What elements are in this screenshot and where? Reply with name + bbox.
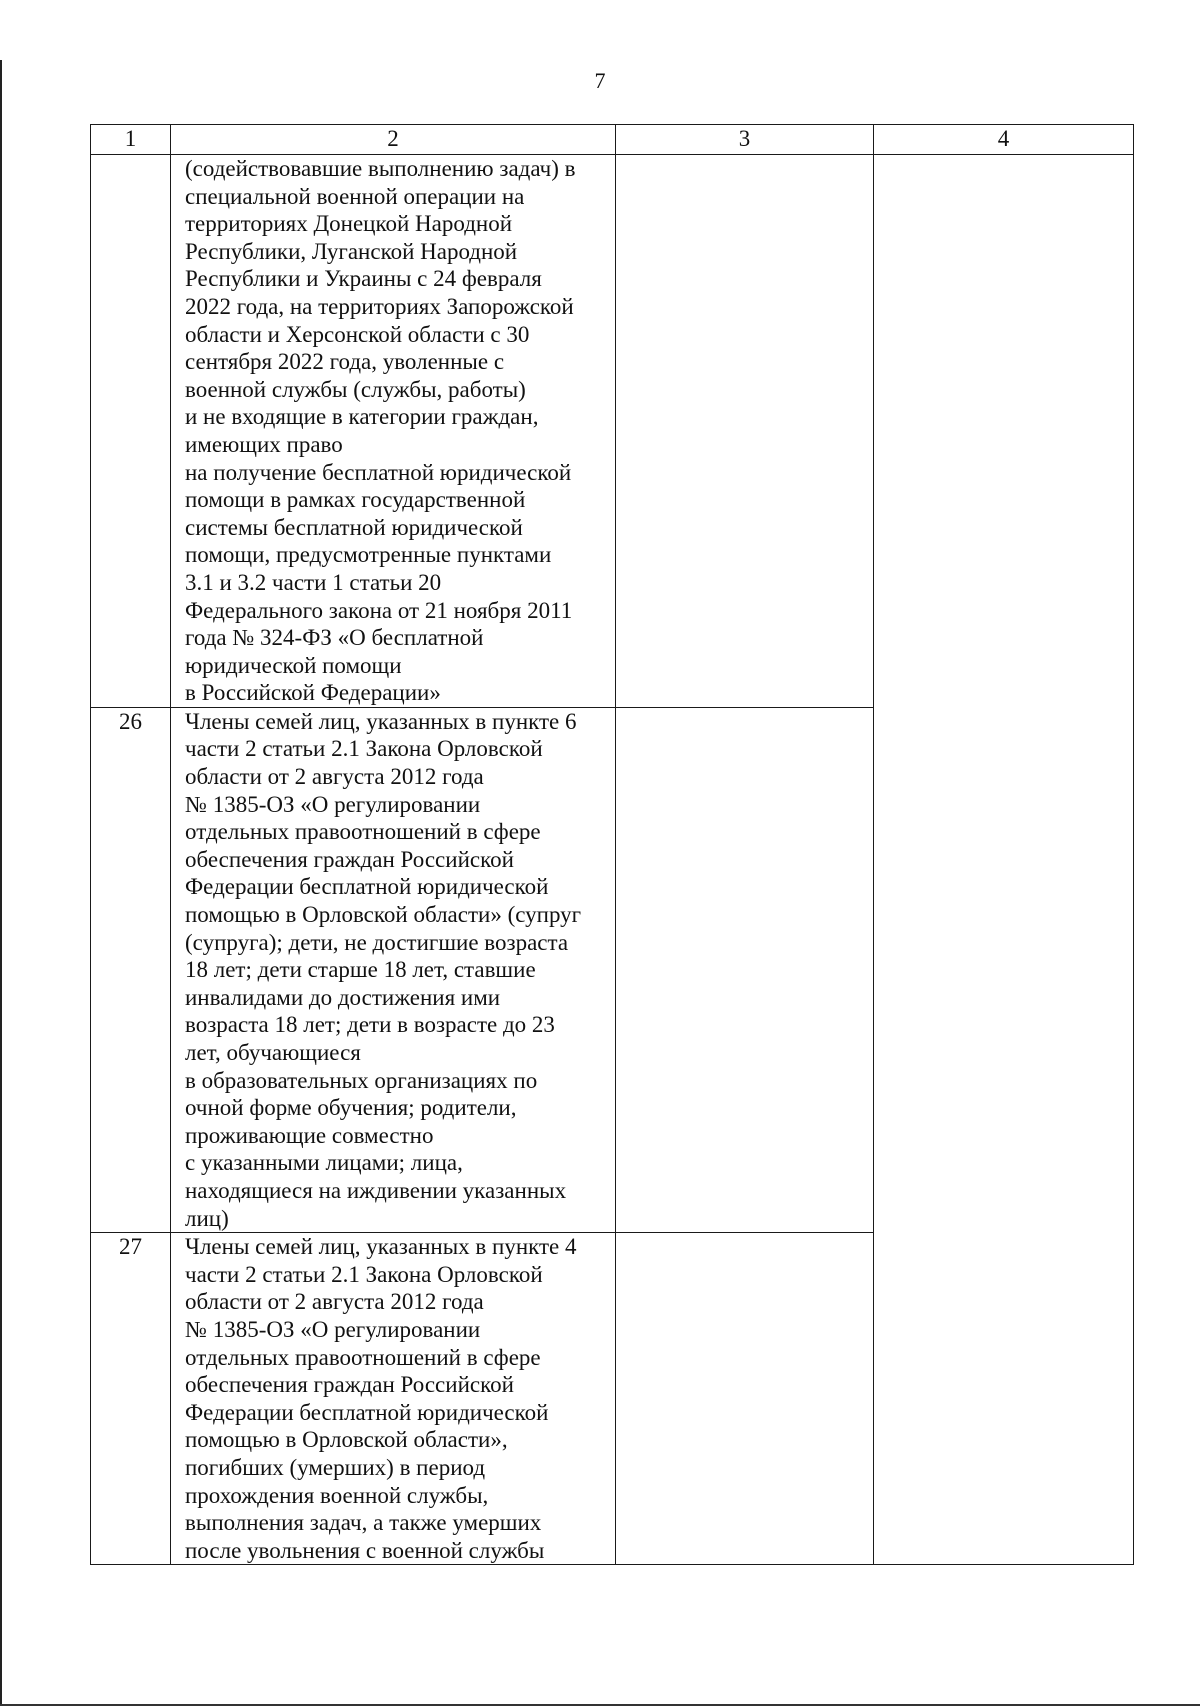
page-number: 7 xyxy=(594,68,606,93)
row-number xyxy=(91,155,171,708)
text-line: 18 лет; дети старше 18 лет, ставшие xyxy=(185,957,536,983)
text-line: Республики, Луганской Народной xyxy=(185,238,518,264)
row-description xyxy=(171,707,616,1232)
header-col-2: 2 xyxy=(171,125,616,155)
text-line: помощи в рамках государственной xyxy=(185,487,526,513)
text-line: 2022 года, на территориях Запорожской xyxy=(185,293,574,319)
row-description xyxy=(171,1233,616,1565)
document-table xyxy=(90,124,1134,1565)
text-line: прохождения военной службы, xyxy=(185,1482,489,1508)
text-line: инвалидами до достижения ими xyxy=(185,984,501,1010)
text-line: Федерального закона от 21 ноября 2011 xyxy=(185,597,573,623)
text-line: помощи, предусмотренные пунктами xyxy=(185,542,552,568)
text-line: лет, обучающиеся xyxy=(185,1040,361,1065)
text-line: на получение бесплатной юридической xyxy=(185,459,572,485)
text-line: выполнения задач, а также умерших xyxy=(185,1510,542,1536)
text-line: обеспечения граждан Российской xyxy=(185,1372,514,1398)
header-col-4: 4 xyxy=(874,125,1134,155)
text-line: (содействовавшие выполнению задач) в xyxy=(185,156,576,181)
text-line: № 1385-ОЗ «О регулировании xyxy=(185,791,481,817)
col-4-merged-cell xyxy=(874,155,1134,1565)
text-line: в образовательных организациях по xyxy=(185,1067,538,1093)
text-line: Члены семей лиц, указанных в пункте 6 xyxy=(185,708,577,734)
row-number: 26 xyxy=(91,707,171,1232)
text-line: (супруга); дети, не достигшие возраста xyxy=(185,929,569,955)
text-line: № 1385-ОЗ «О регулировании xyxy=(185,1316,481,1342)
text-line: Республики и Украины с 24 февраля xyxy=(185,266,542,292)
text-line: года № 324-ФЗ «О бесплатной xyxy=(185,625,484,651)
text-line: лиц) xyxy=(185,1205,229,1231)
row-number: 27 xyxy=(91,1233,171,1565)
text-line: военной службы (службы, работы) xyxy=(185,376,526,402)
text-line: Федерации бесплатной юридической xyxy=(185,874,549,900)
text-line: сентября 2022 года, уволенные с xyxy=(185,349,505,375)
row-col-3 xyxy=(616,1233,874,1565)
text-line: территориях Донецкой Народной xyxy=(185,211,513,237)
text-line: части 2 статьи 2.1 Закона Орловской xyxy=(185,1261,543,1287)
text-line: области и Херсонской области с 30 xyxy=(185,321,530,347)
text-line: погибших (умерших) в период xyxy=(185,1454,486,1480)
table-header-row xyxy=(91,125,1134,155)
text-line: части 2 статьи 2.1 Закона Орловской xyxy=(185,736,543,762)
text-line: помощью в Орловской области» (супруг xyxy=(185,902,582,928)
text-line: Члены семей лиц, указанных в пункте 4 xyxy=(185,1234,577,1260)
row-col-3 xyxy=(616,707,874,1232)
text-line: отдельных правоотношений в сфере xyxy=(185,1344,541,1370)
text-line: области от 2 августа 2012 года xyxy=(185,1289,484,1315)
text-line: системы бесплатной юридической xyxy=(185,514,523,540)
text-line: и не входящие в категории граждан, xyxy=(185,404,539,430)
text-line: обеспечения граждан Российской xyxy=(185,846,514,872)
header-col-1: 1 xyxy=(91,125,171,155)
text-line: находящиеся на иждивении указанных xyxy=(185,1177,567,1203)
header-col-3: 3 xyxy=(616,125,874,155)
text-line: имеющих право xyxy=(185,431,343,457)
text-line: в Российской Федерации» xyxy=(185,680,441,706)
text-line: с указанными лицами; лица, xyxy=(185,1150,463,1176)
text-line: помощью в Орловской области», xyxy=(185,1427,508,1453)
row-col-3 xyxy=(616,155,874,708)
text-line: возраста 18 лет; дети в возрасте до 23 xyxy=(185,1012,555,1038)
text-line: 3.1 и 3.2 части 1 статьи 20 xyxy=(185,569,442,595)
text-line: специальной военной операции на xyxy=(185,183,525,209)
text-line: отдельных правоотношений в сфере xyxy=(185,819,541,845)
table-row xyxy=(91,155,1134,708)
text-line: очной форме обучения; родители, xyxy=(185,1095,517,1121)
text-line: Федерации бесплатной юридической xyxy=(185,1399,549,1425)
text-line: после увольнения с военной службы xyxy=(185,1537,545,1563)
row-description xyxy=(171,155,616,708)
text-line: области от 2 августа 2012 года xyxy=(185,764,484,790)
text-line: юридической помощи xyxy=(185,652,402,678)
scan-frame-left-edge xyxy=(0,60,2,1706)
text-line: проживающие совместно xyxy=(185,1122,434,1148)
